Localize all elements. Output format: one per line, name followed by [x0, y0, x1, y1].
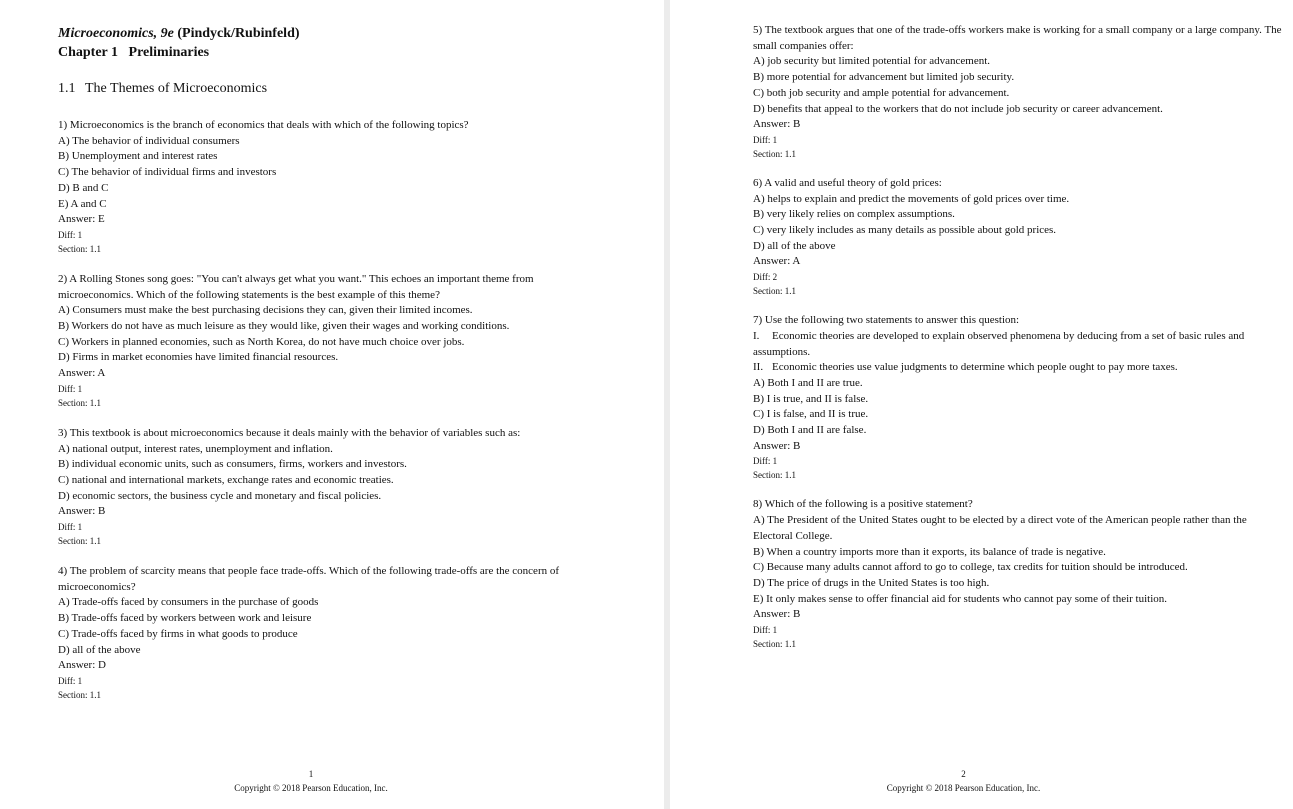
- roman-statement: [753, 329, 1283, 360]
- question-stem: 2) A Rolling Stones song goes: "You can't always get what you want." This echoes an important theme from microeconomics. Which of the following statements is the best example of this theme?: [58, 272, 534, 301]
- statement-numeral: I.: [753, 329, 760, 342]
- answer-option: B) When a country imports more than it exports, its balance of trade is negative.: [753, 545, 1106, 558]
- answer-option: D) all of the above: [58, 643, 141, 656]
- answer-line: Answer: B: [753, 608, 801, 621]
- question-list-page-1: [58, 118, 664, 702]
- answer-option: D) economic sectors, the business cycle and monetary and fiscal policies.: [58, 489, 382, 502]
- question-stem: 6) A valid and useful theory of gold prices:: [753, 176, 942, 189]
- answer-line: Answer: B: [58, 505, 106, 518]
- question-block: [753, 497, 1293, 651]
- statement-text: Economic theories use value judgments to determine which people ought to pay more taxes.: [772, 361, 1178, 374]
- answer-option: D) Both I and II are false.: [753, 424, 867, 437]
- answer-option: E) It only makes sense to offer financial aid for students who cannot pay some of their tuition.: [753, 592, 1168, 605]
- difficulty-label: Diff: 1: [58, 675, 83, 686]
- question-block: [753, 176, 1293, 298]
- section-label: Section: 1.1: [58, 397, 101, 408]
- answer-line: Answer: E: [58, 213, 105, 226]
- page-footer: [0, 767, 643, 795]
- answer-option: A) The President of the United States ought to be elected by a direct vote of the American people rather than the Electoral College.: [753, 514, 1247, 542]
- answer-option: C) Workers in planned economies, such as North Korea, do not have much choice over jobs.: [58, 335, 465, 348]
- answer-line: Answer: A: [753, 255, 801, 268]
- answer-line: Answer: B: [753, 439, 801, 452]
- page-footer: [652, 767, 1275, 795]
- answer-option: D) all of the above: [753, 239, 836, 252]
- difficulty-label: Diff: 1: [753, 134, 778, 145]
- section-label: Section: 1.1: [753, 286, 796, 297]
- answer-option: C) Because many adults cannot afford to go to college, tax credits for tuition should be introduced.: [753, 561, 1188, 574]
- difficulty-label: Diff: 1: [58, 229, 83, 240]
- answer-option: A) helps to explain and predict the movements of gold prices over time.: [753, 192, 1070, 205]
- roman-statement: [753, 360, 1283, 376]
- answer-option: C) Trade-offs faced by firms in what goods to produce: [58, 627, 298, 640]
- answer-option: D) The price of drugs in the United States is too high.: [753, 576, 990, 589]
- section-label: Section: 1.1: [753, 470, 796, 481]
- question-block: [753, 313, 1293, 482]
- answer-line: Answer: A: [58, 367, 106, 380]
- answer-option: C) national and international markets, exchange rates and economic treaties.: [58, 473, 394, 486]
- answer-option: D) Firms in market economies have limited financial resources.: [58, 351, 339, 364]
- answer-option: A) Trade-offs faced by consumers in the purchase of goods: [58, 596, 319, 609]
- question-stem: 1) Microeconomics is the branch of economics that deals with which of the following topics?: [58, 119, 469, 131]
- section-label: Section: 1.1: [58, 243, 101, 254]
- page-number: 1: [308, 769, 314, 779]
- book-header: [58, 24, 664, 43]
- section-label: Section: 1.1: [58, 536, 101, 547]
- difficulty-label: Diff: 2: [753, 272, 778, 283]
- difficulty-label: Diff: 1: [58, 383, 83, 394]
- answer-option: A) Consumers must make the best purchasing decisions they can, given their limited incomes.: [58, 304, 473, 317]
- answer-option: A) The behavior of individual consumers: [58, 134, 240, 147]
- question-block: [58, 272, 664, 410]
- chapter-title: Chapter 1 Preliminaries: [58, 45, 210, 60]
- answer-option: B) Workers do not have as much leisure as they would like, given their wages and working conditions.: [58, 320, 510, 333]
- section-title: [58, 79, 664, 99]
- answer-option: D) benefits that appeal to the workers that do not include job security or career advancement.: [753, 102, 1163, 115]
- statement-text: Economic theories are developed to explain observed phenomena by deducing from a set of basic rules and assumptions.: [753, 329, 1245, 358]
- answer-option: B) I is true, and II is false.: [753, 392, 869, 405]
- answer-option: A) Both I and II are true.: [753, 376, 863, 389]
- question-stem: 4) The problem of scarcity means that people face trade-offs. Which of the following trade-offs are the concern of microeconomics?: [58, 565, 560, 593]
- question-block: [58, 426, 664, 548]
- question-block: [753, 23, 1293, 161]
- section-label: Section: 1.1: [753, 148, 796, 159]
- copyright-notice: Copyright © 2018 Pearson Education, Inc.: [234, 783, 388, 793]
- answer-option: B) more potential for advancement but limited job security.: [753, 71, 1015, 84]
- answer-option: C) I is false, and II is true.: [753, 408, 869, 421]
- question-list-page-2: [753, 23, 1293, 651]
- section-label: Section: 1.1: [58, 689, 101, 700]
- answer-option: C) The behavior of individual firms and investors: [58, 166, 277, 179]
- book-authors: (Pindyck/Rubinfeld): [177, 26, 300, 41]
- book-title: Microeconomics, 9e: [58, 26, 174, 41]
- page-number: 2: [961, 769, 966, 779]
- answer-option: B) individual economic units, such as consumers, firms, workers and investors.: [58, 458, 407, 471]
- question-stem: 3) This textbook is about microeconomics because it deals mainly with the behavior of variables such as:: [58, 426, 521, 439]
- statement-numeral: II.: [753, 361, 764, 374]
- section-name: The Themes of Microeconomics: [85, 81, 268, 96]
- page-2: [670, 0, 1293, 809]
- question-stem: 5) The textbook argues that one of the trade-offs workers make is working for a small company or a large company. The small companies offer:: [753, 24, 1282, 52]
- answer-line: Answer: D: [58, 659, 106, 672]
- answer-option: E) A and C: [58, 197, 107, 210]
- section-number: 1.1: [58, 81, 76, 96]
- difficulty-label: Diff: 1: [58, 522, 83, 533]
- copyright-notice: Copyright © 2018 Pearson Education, Inc.: [886, 783, 1041, 793]
- difficulty-label: Diff: 1: [753, 456, 778, 467]
- difficulty-label: Diff: 1: [753, 625, 778, 636]
- question-block: [58, 564, 664, 702]
- question-stem: 8) Which of the following is a positive statement?: [753, 498, 973, 511]
- answer-option: B) Trade-offs faced by workers between work and leisure: [58, 612, 312, 625]
- question-block: [58, 118, 664, 256]
- answer-option: D) B and C: [58, 181, 109, 194]
- answer-option: B) Unemployment and interest rates: [58, 150, 218, 163]
- answer-option: B) very likely relies on complex assumptions.: [753, 208, 955, 221]
- answer-option: C) very likely includes as many details as possible about gold prices.: [753, 224, 1057, 237]
- answer-option: A) job security but limited potential for advancement.: [753, 55, 991, 68]
- section-label: Section: 1.1: [753, 639, 796, 650]
- question-stem: 7) Use the following two statements to answer this question:: [753, 314, 1020, 327]
- answer-line: Answer: B: [753, 118, 801, 131]
- answer-option: A) national output, interest rates, unemployment and inflation.: [58, 442, 333, 455]
- answer-option: C) both job security and ample potential for advancement.: [753, 86, 1010, 99]
